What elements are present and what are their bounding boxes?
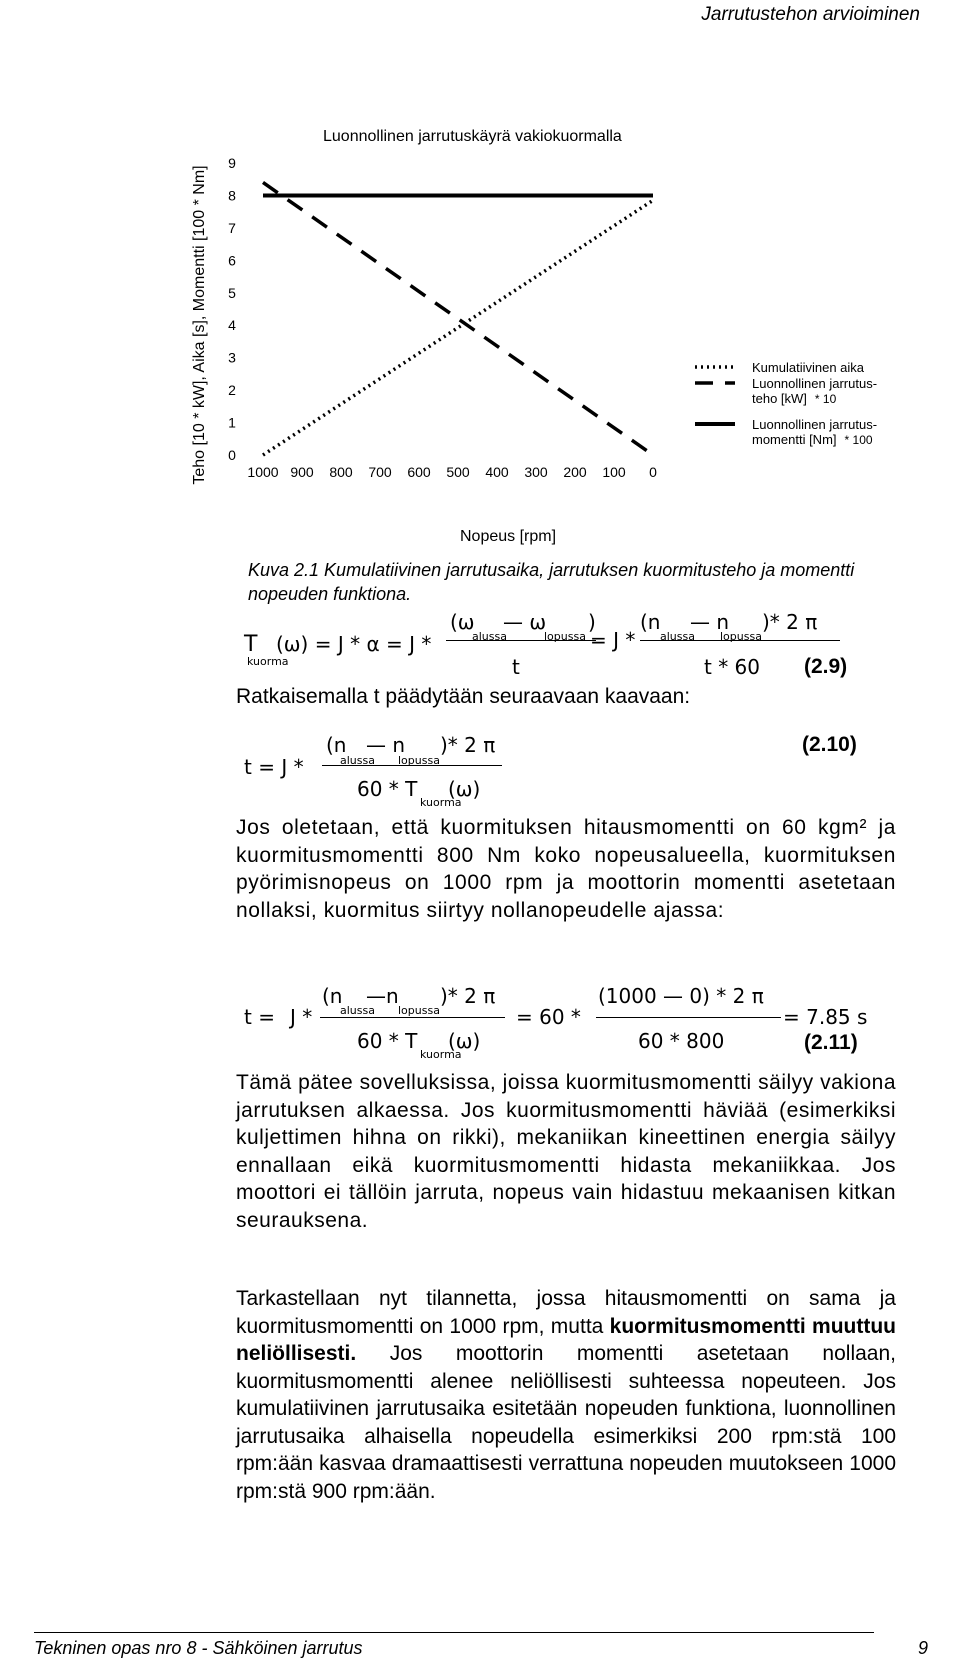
eq29-fraction-bar-2 [640, 640, 840, 641]
x-tick-label: 500 [446, 464, 470, 480]
legend-item-line: teho [kW] * 10 [752, 391, 837, 406]
legend-item-line: Kumulatiivinen aika [752, 360, 865, 375]
series-line-dotted [263, 200, 653, 455]
x-tick-label: 400 [485, 464, 509, 480]
eq211-den: 60 * T [357, 1029, 418, 1053]
eq29-T: T [244, 632, 258, 657]
eq29-num2-dash: — n [690, 610, 730, 634]
eq29-fraction-bar-1 [446, 640, 596, 641]
y-tick-label: 5 [228, 284, 236, 301]
eq211-den2: 60 * 800 [638, 1029, 725, 1053]
series-line-dashed [263, 182, 653, 455]
legend-item [752, 417, 877, 448]
chart-y-axis-label: Teho [10 * kW], Aika [s], Momentti [100 * Nm] [191, 165, 208, 485]
eq211-fraction-bar-1 [320, 1017, 505, 1018]
eq211-den-end: (ω) [448, 1029, 481, 1053]
eq29-den2: t * 60 [704, 655, 761, 679]
paragraph-3-part-c: Jos moottorin momentti asetetaan nollaan, kuormitusmomentti alenee neliöllisesti suhteessa nopeuteen. Jos kumulatiivinen jarrutusaika esitetään nopeuden funktiona, luonnollinen jarrutusaika alhaisella nopeudella esimerkiksi 200 rpm:stä 100 rpm:ään kasvaa dramaattisesti verrattuna nopeuden muutokseen 1000 rpm:stä 900 rpm:ään. [236, 1342, 896, 1503]
eq211-num-end: )* 2 π [440, 984, 496, 1008]
eq29-den1: t [512, 655, 520, 679]
eq211-lhs: t = [244, 1005, 275, 1029]
eq210-num-sub-a: alussa [340, 754, 375, 767]
eq29-num1: (ω [450, 610, 475, 634]
eq211-num-sub-b: lopussa [398, 1004, 440, 1017]
eq29-num2: (n [640, 610, 661, 634]
legend-item-line: momentti [Nm] * 100 [752, 432, 873, 447]
eq210-den: 60 * T [357, 777, 418, 801]
x-tick-label: 1000 [247, 464, 279, 480]
eq210-num: (n [326, 733, 347, 757]
chart-x-axis-label: Nopeus [rpm] [460, 528, 557, 545]
y-tick-label: 7 [228, 219, 236, 236]
eq210-num-end: )* 2 π [440, 733, 496, 757]
eq29-num1-end: ) [588, 610, 596, 634]
eq211-num2: (1000 — 0) * 2 π [598, 984, 764, 1008]
eq29-T-sub: kuorma [247, 655, 289, 668]
eq211-den-sub: kuorma [420, 1048, 462, 1061]
y-tick-label: 0 [228, 447, 236, 463]
y-tick-label: 8 [228, 187, 236, 204]
eq29-num1-sub-b: lopussa [544, 630, 586, 643]
legend-item-line: Luonnollinen jarrutus- [752, 376, 878, 391]
eq211-num-dash: —n [366, 984, 399, 1008]
y-tick-label: 3 [228, 349, 236, 366]
legend-item-suffix: * 100 [844, 433, 873, 447]
page-number: 9 [918, 1638, 929, 1658]
eq210-number: (2.10) [802, 733, 857, 756]
x-tick-label: 700 [368, 464, 392, 480]
eq210-fraction-bar [322, 765, 502, 766]
eq29-num2-sub-a: alussa [660, 630, 695, 643]
y-tick-label: 9 [228, 155, 236, 171]
eq29-mid: = J * [590, 628, 636, 652]
eq211-result: = 7.85 s [783, 1005, 868, 1029]
paragraph-3 [236, 1285, 896, 1505]
ratkaisemalla-text: Ratkaisemalla t päädytään seuraavaan kaavaan: [236, 685, 691, 708]
eq210-num-dash: — n [366, 733, 406, 757]
footer-text: Tekninen opas nro 8 - Sähköinen jarrutus [34, 1638, 363, 1658]
legend-item-suffix: * 10 [814, 392, 837, 406]
eq29-num1-sub-a: alussa [472, 630, 507, 643]
footer-rule [34, 1632, 874, 1633]
eq211-num: (n [322, 984, 343, 1008]
y-tick-label: 2 [228, 382, 236, 399]
chart-title: Luonnollinen jarrutuskäyrä vakiokuormalla [323, 128, 622, 145]
paragraph-3-part-a: Tarkastellaan nyt tilannetta, jossa hitausmomentti on sama ja kuormitusmomentti on 1000 rpm, mutta [236, 1287, 896, 1338]
eq210-den-end: (ω) [448, 777, 481, 801]
chart-plot [0, 0, 960, 560]
running-header: Jarrutustehon arvioiminen [701, 4, 920, 25]
x-tick-label: 800 [329, 464, 353, 480]
paragraph-3-bold: kuormitusmomentti muuttuu neliöllisesti. [236, 1314, 896, 1365]
legend-item [752, 376, 877, 407]
eq211-j: J * [290, 1005, 313, 1029]
eq211-num-sub-a: alussa [340, 1004, 375, 1017]
figure-caption: Kuva 2.1 Kumulatiivinen jarrutusaika, jarrutuksen kuormitusteho ja momentti nopeuden funktiona. [248, 560, 855, 604]
legend-item-line: Luonnollinen jarrutus- [752, 417, 878, 432]
eq210-lhs: t = J * [244, 755, 304, 779]
x-tick-label: 300 [524, 464, 548, 480]
eq29-lhs: (ω) = J * α = J * [276, 632, 432, 656]
paragraph-1: Jos oletetaan, että kuormituksen hitausmomentti on 60 kgm² ja kuormitusmomentti 800 Nm koko nopeusalueella, kuormituksen pyörimisnopeus on 1000 rpm ja moottorin momentti asetetaan nollaksi, kuormitus siirtyy nollanopeudelle ajassa: [236, 816, 896, 922]
eq211-fraction-bar-2 [596, 1017, 781, 1018]
paragraph-2: Tämä pätee sovelluksissa, joissa kuormitusmomentti säilyy vakiona jarrutuksen alkaessa. Jos kuormitusmomentti häviää (esimerkiksi kuljettimen hihna on rikki), mekaniikan kineettinen energia säilyy ennallaan eikä kuormitusmomentti hidasta mekaniikkaa. Jos moottori ei tällöin jarruta, nopeus vain hidastuu mekaanisen kitkan seurauksena. [236, 1071, 896, 1232]
y-tick-label: 4 [228, 317, 236, 334]
x-tick-label: 0 [649, 464, 657, 480]
x-tick-label: 900 [290, 464, 314, 480]
legend-item [752, 360, 864, 375]
eq29-num2-sub-b: lopussa [720, 630, 762, 643]
x-tick-label: 100 [602, 464, 626, 480]
eq210-den-sub: kuorma [420, 796, 462, 809]
x-tick-label: 200 [563, 464, 587, 480]
x-tick-label: 600 [407, 464, 431, 480]
eq29-num2-end: )* 2 π [762, 610, 818, 634]
eq211-mid: = 60 * [516, 1005, 581, 1029]
y-tick-label: 6 [228, 252, 236, 269]
eq29-num1-dash: — ω [503, 610, 547, 634]
eq211-number: (2.11) [804, 1031, 858, 1054]
eq210-num-sub-b: lopussa [398, 754, 440, 767]
eq29-number: (2.9) [804, 655, 848, 678]
y-tick-label: 1 [228, 414, 236, 431]
